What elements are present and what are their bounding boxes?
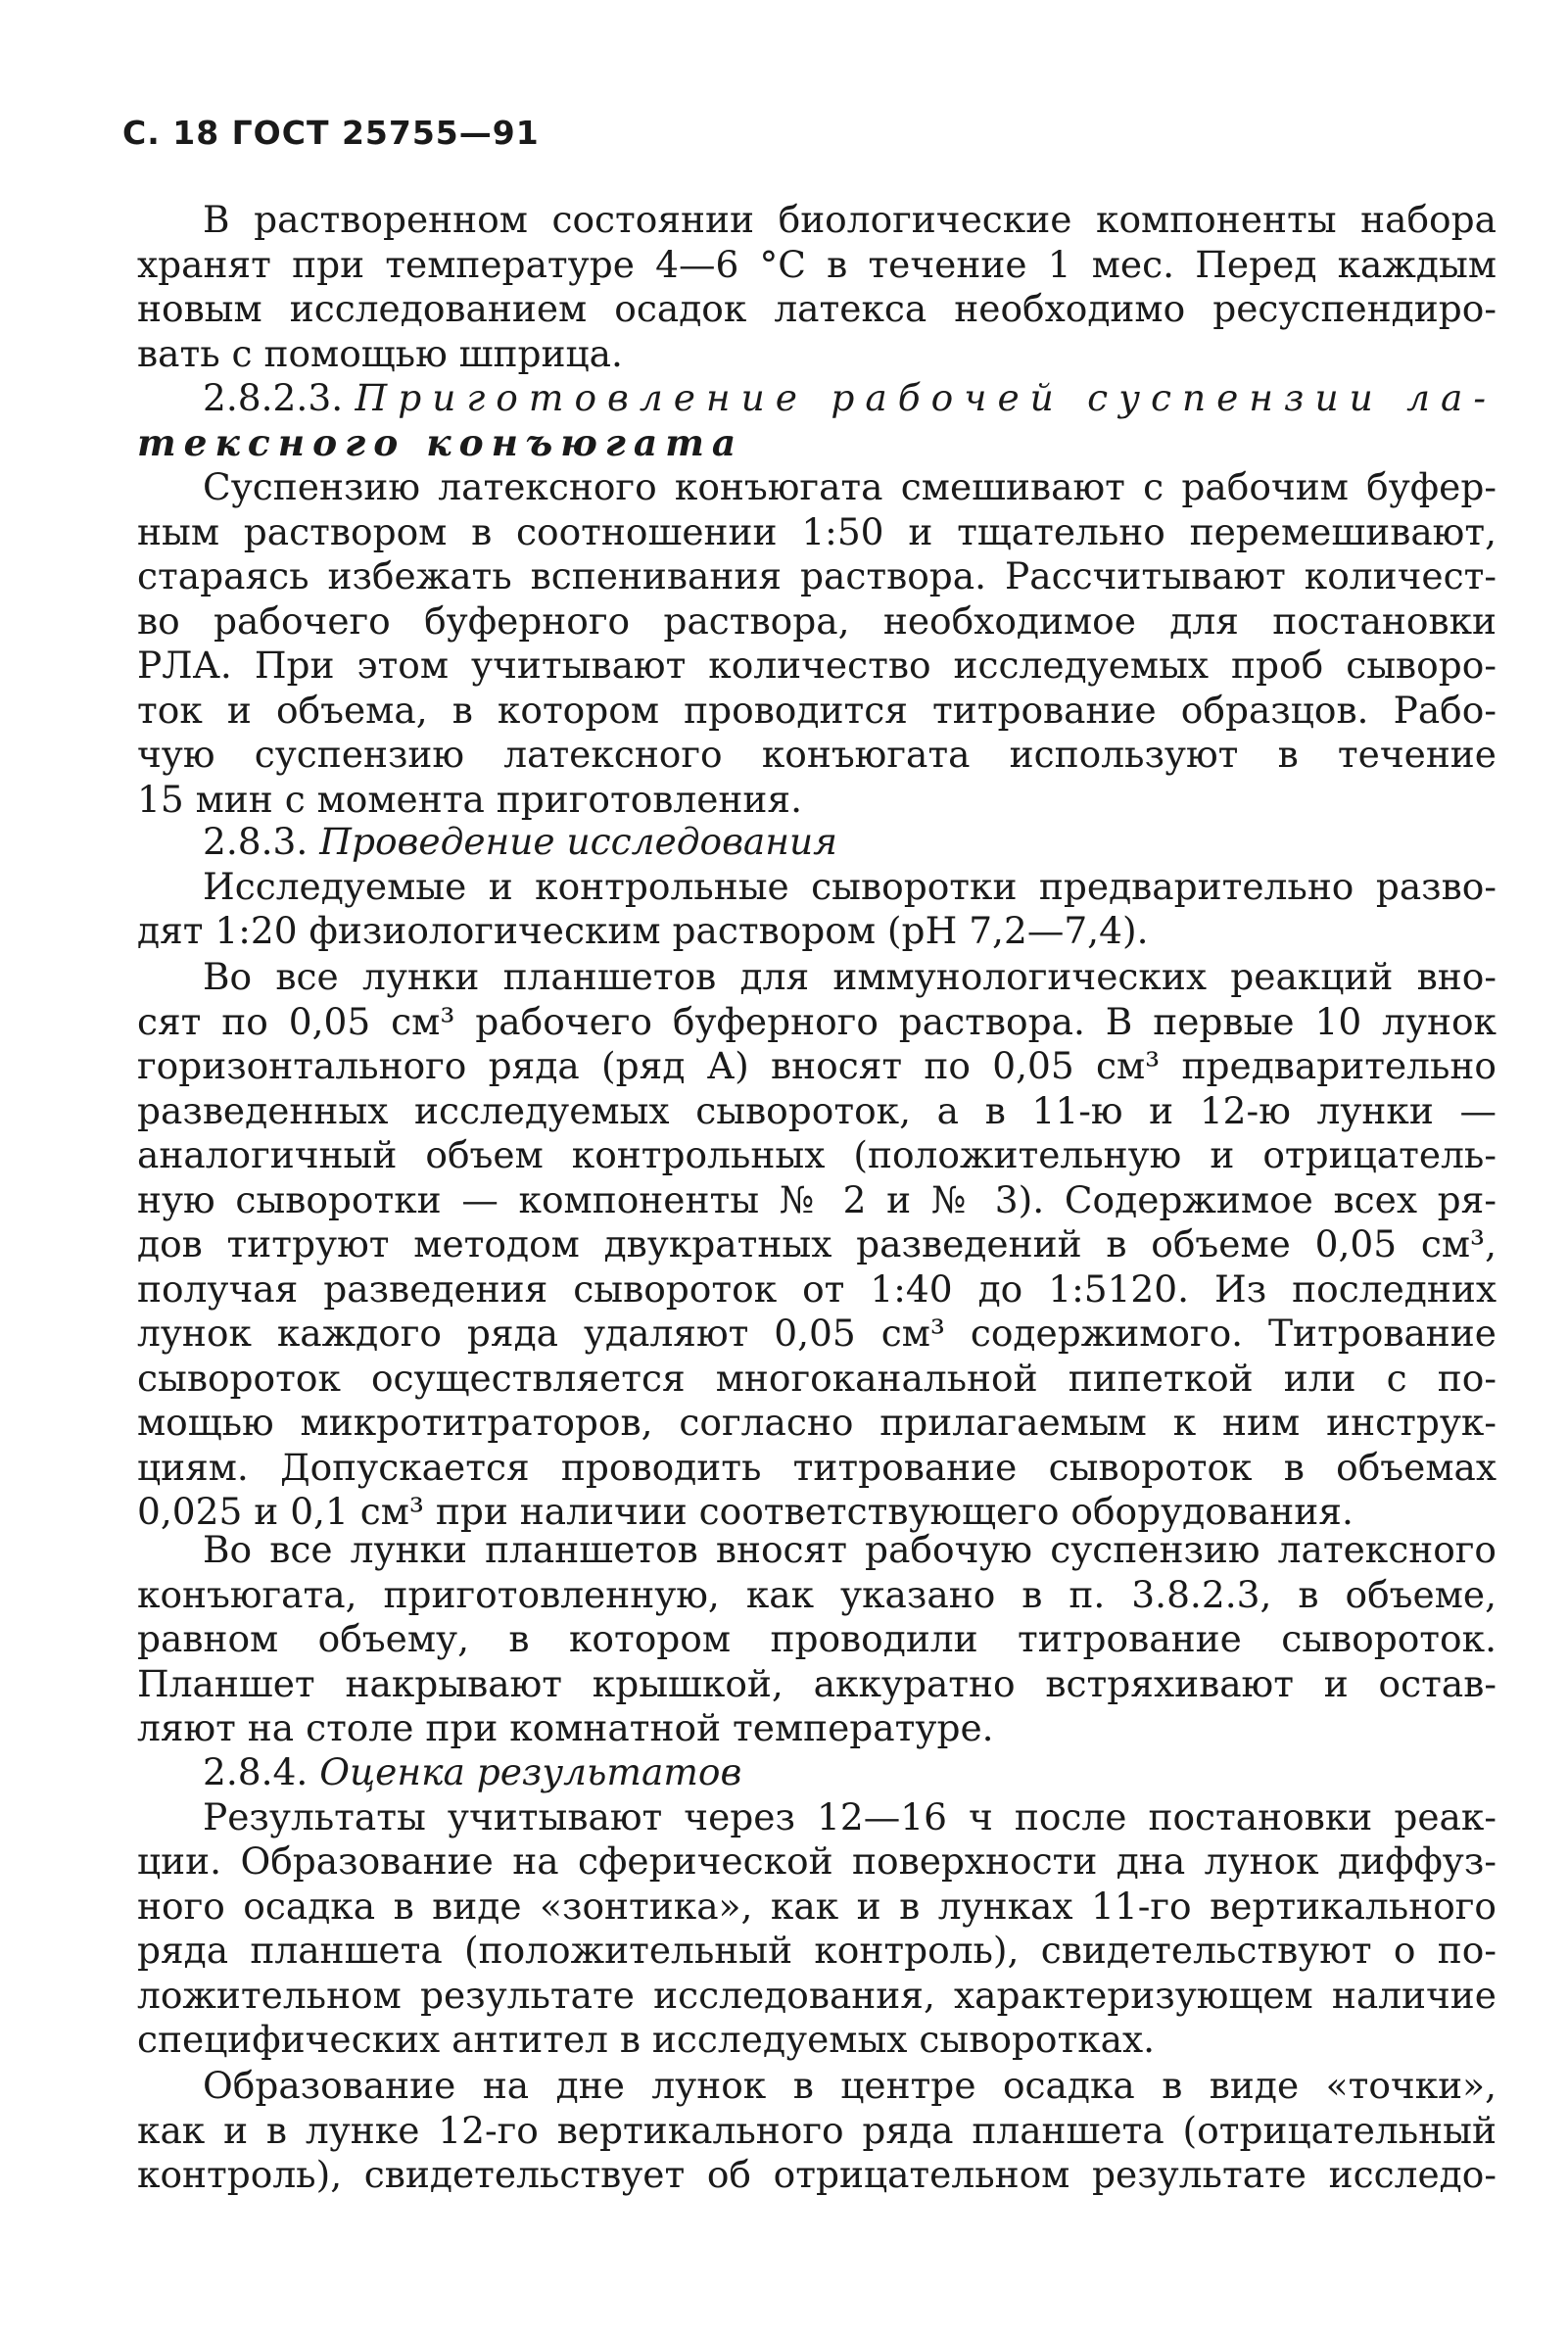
- page-header: С. 18 ГОСТ 25755—91: [122, 114, 540, 152]
- paragraph-titration: [137, 955, 1497, 1535]
- text-line: сывороток осуществляется многоканальной пипеткой или с по-: [137, 1356, 1497, 1400]
- text-line: специфических антител в исследуемых сыворотках.: [137, 2018, 1156, 2061]
- text-line: Исследуемые и контрольные сыворотки предварительно разво-: [203, 864, 1497, 908]
- text-line: Суспензию латексного конъюгата смешивают с рабочим буфер-: [203, 465, 1497, 508]
- section-title: Проведение исследования: [319, 820, 837, 863]
- section-heading: [137, 1750, 1497, 1795]
- text-line: горизонтального ряда (ряд А) вносят по 0,05 см³ предварительно: [137, 1044, 1497, 1087]
- text-line: Образование на дне лунок в центре осадка в виде «точки»,: [203, 2064, 1497, 2107]
- paragraph: [137, 1528, 1497, 1751]
- text-line: равном объему, в котором проводили титрование сывороток.: [137, 1617, 1497, 1660]
- paragraph: [137, 1795, 1497, 2063]
- text-line: как и в лунке 12-го вертикального ряда планшета (отрицательный: [137, 2108, 1497, 2152]
- text-line: ного осадка в виде «зонтика», как и в лунках 11-го вертикального: [137, 1884, 1497, 1928]
- section-2-8-4: [137, 1750, 1497, 2063]
- text-line: дов титруют методом двукратных разведений в объеме 0,05 см³,: [137, 1222, 1497, 1265]
- text-line: новым исследованием осадок латекса необходимо ресуспендиро-: [137, 287, 1497, 330]
- section-2-8-3: [137, 820, 1497, 954]
- section-heading: [137, 376, 1497, 465]
- text-line: контроль), свидетельствует об отрицательном результате исследо-: [137, 2153, 1497, 2196]
- paragraph: [137, 2064, 1497, 2198]
- paragraph-negative: [137, 2064, 1497, 2198]
- text-line: Во все лунки планшетов вносят рабочую суспензию латексного: [203, 1528, 1497, 1571]
- text-line: Во все лунки планшетов для иммунологических реакций вно-: [203, 955, 1497, 998]
- paragraph: [137, 865, 1497, 954]
- section-title-continued: тексного конъюгата: [137, 420, 744, 464]
- text-line: ляют на столе при комнатной температуре.: [137, 1706, 994, 1749]
- paragraph-suspension: [137, 1528, 1497, 1751]
- paragraph-storage: [137, 198, 1497, 376]
- text-line: В растворенном состоянии биологические компоненты набора: [203, 198, 1497, 241]
- text-line: конъюгата, приготовленную, как указано в п. 3.8.2.3, в объеме,: [137, 1572, 1497, 1616]
- paragraph: [137, 955, 1497, 1535]
- text-line: ным раствором в соотношении 1:50 и тщательно перемешивают,: [137, 509, 1497, 553]
- text-line: ток и объема, в котором проводится титрование образцов. Рабо-: [137, 688, 1497, 732]
- text-line: разведенных исследуемых сывороток, а в 11-ю и 12-ю лунки —: [137, 1088, 1497, 1132]
- text-line: вать с помощью шприца.: [137, 331, 623, 375]
- text-line: мощью микротитраторов, согласно прилагаемым к ним инструк-: [137, 1401, 1497, 1444]
- text-line: 15 мин с момента приготовления.: [137, 777, 802, 821]
- section-number: 2.8.4.: [203, 1750, 309, 1793]
- text-line: циям. Допускается проводить титрование сывороток в объемах: [137, 1445, 1497, 1489]
- text-line: аналогичный объем контрольных (положительную и отрицатель-: [137, 1133, 1497, 1176]
- section-2-8-2-3: [137, 376, 1497, 822]
- text-line: ряда планшета (положительный контроль), свидетельствуют о по-: [137, 1929, 1497, 1972]
- section-heading: [137, 820, 1497, 865]
- text-line: лунок каждого ряда удаляют 0,05 см³ содержимого. Титрование: [137, 1312, 1497, 1355]
- section-title: Приготовление рабочей суспензии ла-: [355, 376, 1497, 419]
- text-line: Результаты учитывают через 12—16 ч после постановки реак-: [203, 1794, 1497, 1838]
- text-line: Планшет накрывают крышкой, аккуратно встряхивают и остав-: [137, 1661, 1497, 1705]
- text-line: ции. Образование на сферической поверхности дна лунок диффуз-: [137, 1839, 1497, 1883]
- text-line: хранят при температуре 4—6 °С в течение 1 мес. Перед каждым: [137, 242, 1497, 286]
- text-line: ложительном результате исследования, характеризующем наличие: [137, 1973, 1497, 2017]
- section-number: 2.8.2.3.: [203, 376, 344, 419]
- text-line: во рабочего буферного раствора, необходимое для постановки: [137, 598, 1497, 643]
- section-title: Оценка результатов: [319, 1750, 742, 1793]
- text-line: ную сыворотки — компоненты № 2 и № 3). Содержимое всех ря-: [137, 1177, 1497, 1221]
- paragraph: [137, 198, 1497, 376]
- text-line: РЛА. При этом учитывают количество исследуемых проб сыворо-: [137, 644, 1497, 687]
- text-line: чую суспензию латексного конъюгата используют в течение: [137, 733, 1497, 776]
- section-number: 2.8.3.: [203, 820, 309, 863]
- paragraph: [137, 465, 1497, 822]
- text-line: стараясь избежать вспенивания раствора. Рассчитывают количест-: [137, 554, 1497, 597]
- text-line: дят 1:20 физиологическим раствором (pH 7,2—7,4).: [137, 909, 1149, 952]
- text-line: сят по 0,05 см³ рабочего буферного раствора. В первые 10 лунок: [137, 999, 1497, 1043]
- text-line: 0,025 и 0,1 см³ при наличии соответствующего оборудования.: [137, 1490, 1354, 1533]
- text-line: получая разведения сывороток от 1:40 до 1:5120. Из последних: [137, 1266, 1497, 1311]
